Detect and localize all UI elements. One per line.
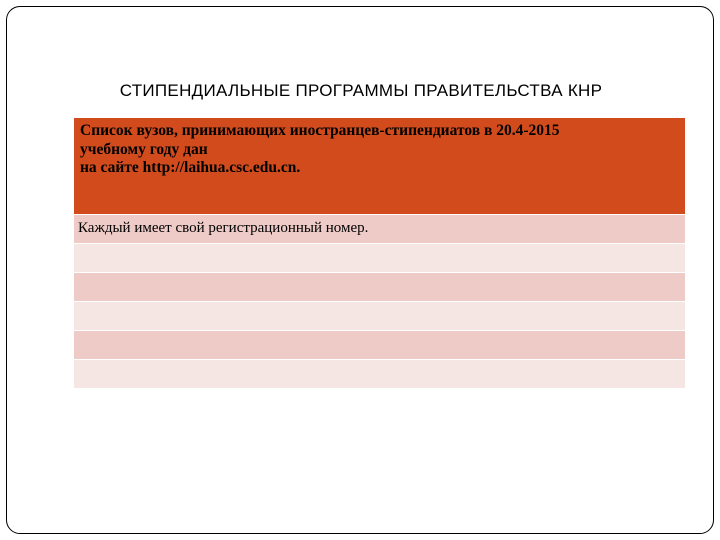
table-row [74,243,685,272]
header-line: учебному году дан [80,140,208,158]
table-cell: Каждый имеет свой регистрационный номер. [78,220,369,236]
table-row [74,359,685,388]
table-cell [74,331,685,336]
table-cell [74,273,685,278]
table-row [74,330,685,359]
table-row [74,214,685,243]
slide-title: СТИПЕНДИАЛЬНЫЕ ПРОГРАММЫ ПРАВИТЕЛЬСТВА КНР [119,81,603,100]
table-row [74,301,685,330]
table-cell [74,302,685,307]
header-line: на сайте http://laihua.csc.edu.cn. [80,159,301,176]
table-header-cell [74,118,685,214]
slide [6,6,714,534]
table-cell [74,244,685,249]
info-table [74,118,685,388]
table-cell [74,360,685,365]
header-line: Список вузов, принимающих иностранцев-стипендиатов в 20.4-2015 [80,122,560,139]
table-row [74,272,685,301]
